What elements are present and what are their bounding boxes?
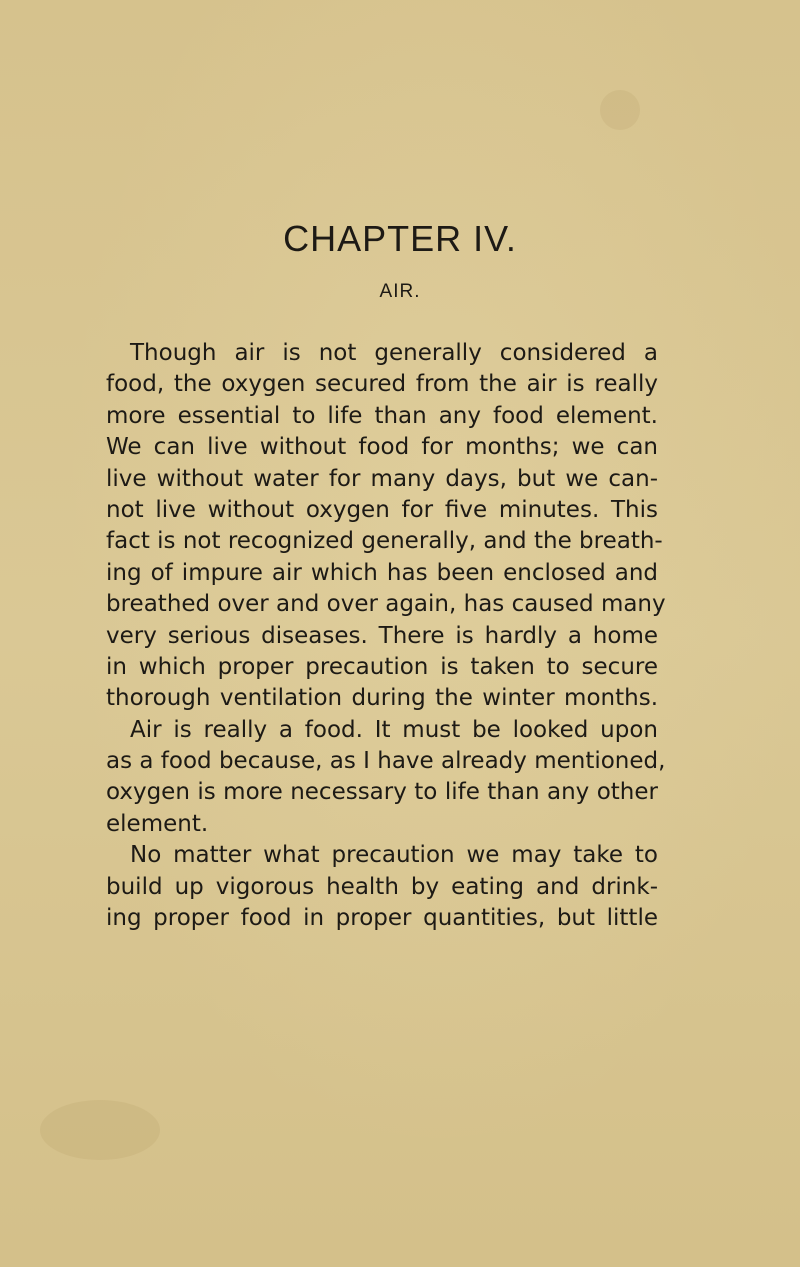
text-line: more essential to life than any food element.	[106, 402, 658, 429]
section-title: AIR.	[379, 281, 421, 302]
text-line: as a food because, as I have already mentioned,	[106, 748, 666, 775]
text-line: live without water for many days, but we can-	[106, 465, 658, 492]
text-line: ing of impure air which has been enclosed and	[106, 559, 658, 586]
text-line: element.	[106, 810, 209, 837]
text-line: Air is really a food. It must be looked upon	[130, 716, 658, 743]
text-line: food, the oxygen secured from the air is really	[106, 371, 658, 398]
text-line: breathed over and over again, has caused many	[106, 591, 666, 618]
text-line: No matter what precaution we may take to	[130, 842, 658, 869]
text-line: build up vigorous health by eating and drink-	[106, 873, 658, 900]
chapter-title: CHAPTER IV.	[283, 218, 517, 259]
paper-stain	[600, 90, 640, 130]
text-line: We can live without food for months; we can	[106, 434, 658, 461]
text-line: thorough ventilation during the winter months.	[106, 685, 658, 712]
text-line: not live without oxygen for five minutes. This	[106, 496, 658, 523]
body-text	[106, 338, 666, 934]
paper-stain	[40, 1100, 160, 1160]
text-line: ing proper food in proper quantities, but little	[106, 905, 658, 932]
text-line: very serious diseases. There is hardly a home	[106, 622, 658, 649]
text-line: oxygen is more necessary to life than any other	[106, 779, 658, 806]
text-line: in which proper precaution is taken to secure	[106, 653, 658, 680]
text-line: Though air is not generally considered a	[130, 340, 658, 366]
text-line: fact is not recognized generally, and the breath-	[106, 528, 663, 555]
